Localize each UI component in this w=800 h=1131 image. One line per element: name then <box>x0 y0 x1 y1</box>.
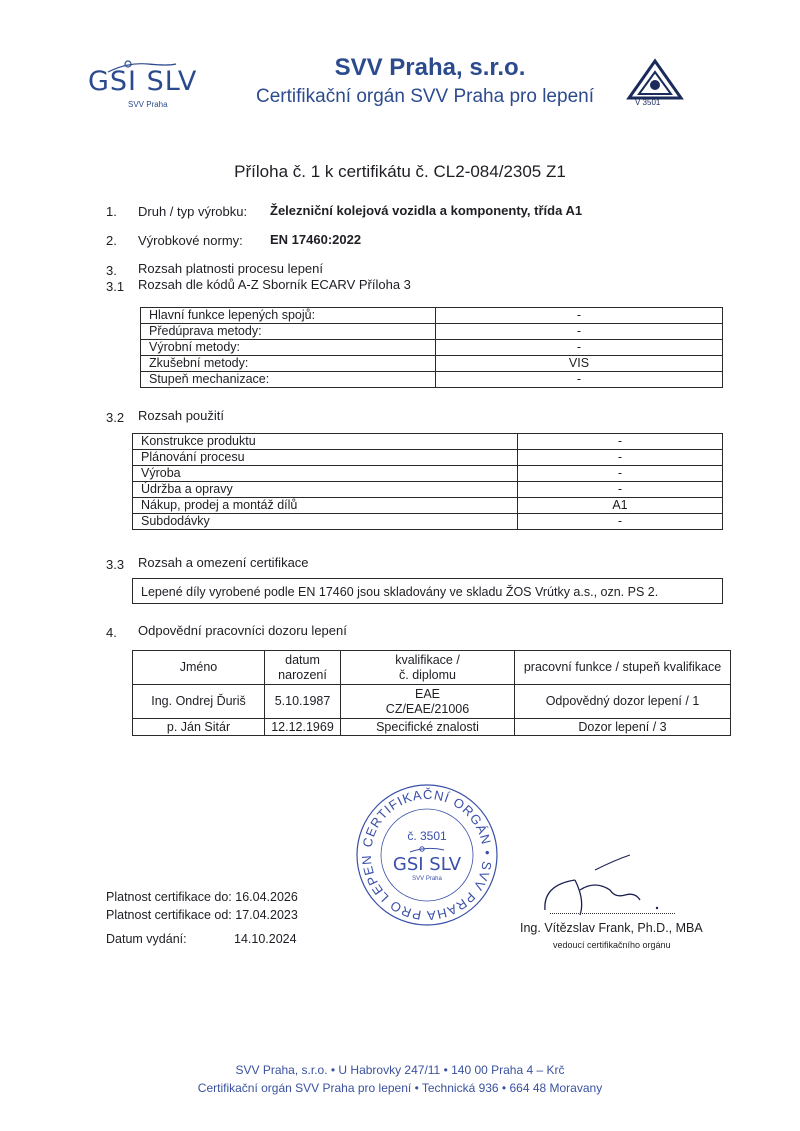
table-row <box>141 324 723 340</box>
row-value: - <box>518 466 723 482</box>
table-row <box>133 482 723 498</box>
triangle-logo-icon <box>625 58 685 100</box>
header-qual-line1: kvalifikace / <box>395 652 460 667</box>
item-number: 1. <box>106 204 117 219</box>
scope-table-ecarv <box>140 307 723 388</box>
company-subtitle: Certifikační orgán SVV Praha pro lepení <box>256 86 594 107</box>
svg-text:GSI SLV: GSI SLV <box>392 854 462 875</box>
scope-of-use-table <box>132 433 723 530</box>
table-row <box>141 308 723 324</box>
validity-from-date: 17.04.2023 <box>235 908 298 922</box>
item-number: 3.3 <box>106 557 125 572</box>
table-row <box>133 450 723 466</box>
item-label: Rozsah a omezení certifikace <box>138 555 309 570</box>
svg-text:SVV Praha: SVV Praha <box>412 876 442 882</box>
table-row <box>141 356 723 372</box>
table-row <box>133 466 723 482</box>
item-value: Železniční kolejová vozidla a komponenty, třída A1 <box>270 203 583 218</box>
item-label: Výrobkové normy: <box>138 233 243 248</box>
table-row <box>141 372 723 388</box>
handwritten-signature <box>535 850 685 920</box>
signature-icon <box>535 850 685 920</box>
row-value: - <box>518 482 723 498</box>
row-label: Předúprava metody: <box>141 324 436 340</box>
header-name: Jméno <box>133 651 265 685</box>
footer-address-1: SVV Praha, s.r.o. • U Habrovky 247/11 • 140 00 Praha 4 – Krč <box>235 1063 565 1077</box>
staff-qualification <box>341 685 515 719</box>
svg-text:CERTIFIKAČNÍ ORGÁN • SVV PRAH: CERTIFIKAČNÍ ORGÁN • SVV PRAHA PRO LEPEN <box>358 786 496 924</box>
table-header-row <box>133 651 731 685</box>
row-label: Nákup, prodej a montáž dílů <box>133 498 518 514</box>
table-row <box>133 685 731 719</box>
staff-birth-date: 12.12.1969 <box>265 719 341 736</box>
item-label: Rozsah dle kódů A-Z Sborník ECARV Příloha 3 <box>138 277 411 292</box>
item-number: 3. <box>106 263 117 278</box>
cert-body-number: V 3501 <box>635 98 661 107</box>
row-value: - <box>436 324 723 340</box>
qual-line2: CZ/EAE/21006 <box>385 701 470 716</box>
logo-sub: SVV Praha <box>128 100 168 109</box>
supervisors-table <box>132 650 731 736</box>
item-number: 2. <box>106 233 117 248</box>
signatory-name: Ing. Vítězslav Frank, Ph.D., MBA <box>520 921 703 935</box>
row-value: - <box>518 450 723 466</box>
company-name: SVV Praha, s.r.o. <box>334 54 526 81</box>
document-title: Příloha č. 1 k certifikátu č. CL2-084/2305 Z1 <box>234 162 566 181</box>
scope-limitation-text: Lepené díly vyrobené podle EN 17460 jsou skladovány ve skladu ŽOS Vrútky a.s., ozn. PS 2. <box>132 578 723 604</box>
footer-address-2: Certifikační orgán SVV Praha pro lepení • Technická 936 • 664 48 Moravany <box>197 1081 603 1095</box>
row-label: Hlavní funkce lepených spojů: <box>141 308 436 324</box>
signatory-role: vedoucí certifikačního orgánu <box>553 940 671 950</box>
issue-date: 14.10.2024 <box>234 932 297 946</box>
qual-line1: EAE <box>414 686 440 701</box>
header-qualification <box>341 651 515 685</box>
item-label: Rozsah platnosti procesu lepení <box>138 261 324 276</box>
row-value: - <box>436 340 723 356</box>
item-label: Rozsah použití <box>138 408 224 423</box>
table-row <box>133 498 723 514</box>
staff-function: Odpovědný dozor lepení / 1 <box>515 685 731 719</box>
row-label: Výrobní metody: <box>141 340 436 356</box>
header-date-line1: datum <box>285 652 320 667</box>
signature-line <box>550 913 675 914</box>
certification-stamp <box>352 780 502 930</box>
table-row <box>133 719 731 736</box>
row-label: Zkušební metody: <box>141 356 436 372</box>
header-date-line2: narození <box>278 667 327 682</box>
item-number: 3.1 <box>106 279 125 294</box>
row-label: Plánování procesu <box>133 450 518 466</box>
item-value: EN 17460:2022 <box>270 232 362 247</box>
logo-name: GSI SLV <box>88 66 198 97</box>
row-label: Stupeň mechanizace: <box>141 372 436 388</box>
item-number: 4. <box>106 625 117 640</box>
row-value: - <box>436 308 723 324</box>
header-qual-line2: č. diplomu <box>399 667 456 682</box>
row-value: - <box>518 434 723 450</box>
gsi-slv-logo <box>88 58 198 114</box>
table-row <box>133 514 723 530</box>
row-value: - <box>518 514 723 530</box>
staff-function: Dozor lepení / 3 <box>515 719 731 736</box>
row-value: A1 <box>518 498 723 514</box>
issue-date-label: Datum vydání: <box>106 932 187 946</box>
header-function: pracovní funkce / stupeň kvalifikace <box>515 651 731 685</box>
validity-to-date: 16.04.2026 <box>235 890 298 904</box>
validity-to <box>106 890 298 904</box>
header-birth-date <box>265 651 341 685</box>
table-row <box>133 434 723 450</box>
table-row <box>141 340 723 356</box>
certification-body-logo <box>625 58 685 108</box>
row-label: Údržba a opravy <box>133 482 518 498</box>
validity-to-label: Platnost certifikace do: <box>106 890 232 904</box>
validity-from-label: Platnost certifikace od: <box>106 908 232 922</box>
item-number: 3.2 <box>106 410 125 425</box>
item-label: Odpovědní pracovníci dozoru lepení <box>138 623 347 638</box>
item-label: Druh / typ výrobku: <box>138 204 248 219</box>
validity-from <box>106 908 298 922</box>
row-label: Konstrukce produktu <box>133 434 518 450</box>
staff-birth-date: 5.10.1987 <box>265 685 341 719</box>
staff-qualification: Specifické znalosti <box>341 719 515 736</box>
row-value: - <box>436 372 723 388</box>
row-label: Subdodávky <box>133 514 518 530</box>
row-value: VIS <box>436 356 723 372</box>
staff-name: Ing. Ondrej Ďuriš <box>133 685 265 719</box>
row-label: Výroba <box>133 466 518 482</box>
stamp-seal-icon <box>352 780 502 930</box>
svg-text:č. 3501: č. 3501 <box>407 829 447 843</box>
staff-name: p. Ján Sitár <box>133 719 265 736</box>
